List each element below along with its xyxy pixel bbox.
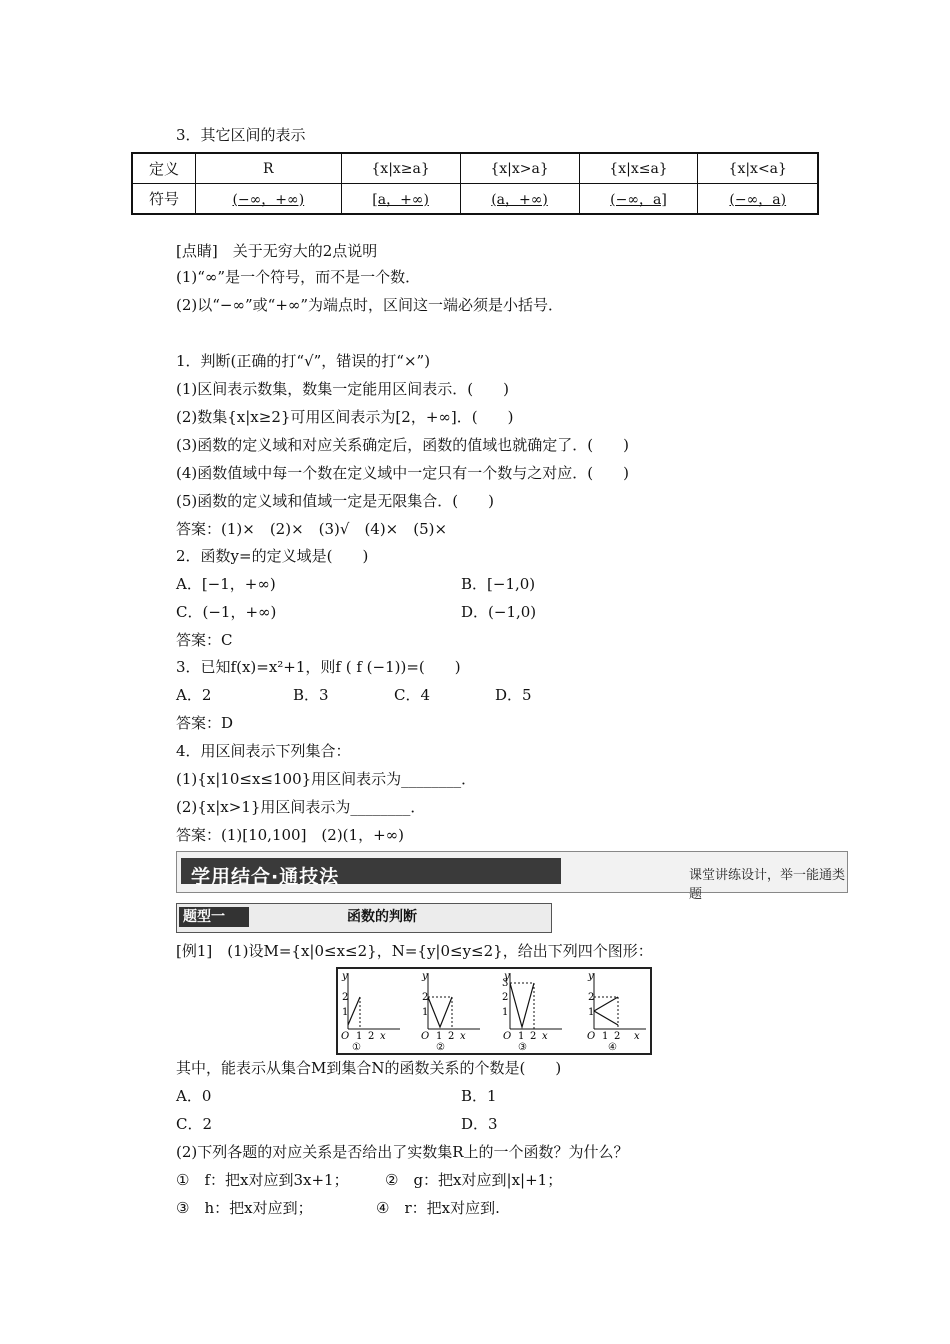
table-cell xyxy=(579,184,698,215)
q3-option: C．4 xyxy=(394,686,431,704)
q2-option: A．[−1，+∞) xyxy=(176,575,276,593)
q3-option: D．5 xyxy=(495,686,532,704)
svg-text:O: O xyxy=(587,1031,596,1042)
table-cell: 符号 xyxy=(132,184,196,215)
graph-label: ② xyxy=(436,1042,445,1053)
q2-title: 2．函数y=的定义域是( ) xyxy=(176,547,369,565)
example-part2-item: ③ h：把x对应到； xyxy=(176,1199,313,1217)
q3-title: 3．已知f(x)=x²+1，则f ( f (−1))=( ) xyxy=(176,658,461,676)
interval-symbol: (−∞，a) xyxy=(729,191,787,208)
svg-text:2: 2 xyxy=(502,992,509,1003)
svg-text:2: 2 xyxy=(448,1031,455,1042)
example-option: A．0 xyxy=(176,1087,212,1105)
table-cell: R xyxy=(196,153,342,184)
table-cell: {x|x≥a} xyxy=(341,153,460,184)
q3-option: A．2 xyxy=(176,686,212,704)
table-row xyxy=(132,153,818,184)
q1-item: (4)函数值域中每一个数在定义域中一定只有一个数与之对应．( ) xyxy=(176,464,629,482)
svg-text:3: 3 xyxy=(502,978,509,989)
svg-text:1: 1 xyxy=(518,1031,525,1042)
q3-answer: 答案：D xyxy=(176,714,234,732)
svg-text:x: x xyxy=(380,1031,386,1042)
interval-table xyxy=(131,152,819,215)
example-option: B．1 xyxy=(461,1087,497,1105)
graph-label: ④ xyxy=(608,1042,617,1053)
graph-4 xyxy=(587,971,646,1053)
q4-item: (1){x|10≤x≤100}用区间表示为________． xyxy=(176,770,477,788)
graph-label: ③ xyxy=(518,1042,527,1053)
svg-text:2: 2 xyxy=(422,992,429,1003)
topic-type-box xyxy=(176,903,552,933)
banner-subtitle: 课堂讲练设计，举一能通类题 xyxy=(689,868,846,902)
graph-2 xyxy=(421,971,480,1053)
table-cell xyxy=(460,184,579,215)
example-option: C．2 xyxy=(176,1115,213,1133)
example-line1: [例1] (1)设M={x|0≤x≤2}，N={y|0≤y≤2}，给出下列四个图形： xyxy=(176,942,653,960)
q3-option: B．3 xyxy=(293,686,329,704)
svg-text:2: 2 xyxy=(342,992,349,1003)
topic-type-tag: 题型一 xyxy=(179,907,249,927)
svg-text:1: 1 xyxy=(588,1007,595,1018)
q1-item: (1)区间表示数集，数集一定能用区间表示．( ) xyxy=(176,380,509,398)
table-cell: {x|x>a} xyxy=(460,153,579,184)
svg-text:O: O xyxy=(421,1031,430,1042)
table-cell xyxy=(698,184,818,215)
q1-item: (3)函数的定义域和对应关系确定后，函数的值域也就确定了．( ) xyxy=(176,436,629,454)
svg-text:1: 1 xyxy=(356,1031,363,1042)
example-part2-item: ④ r：把x对应到. xyxy=(376,1199,500,1217)
q2-answer: 答案：C xyxy=(176,631,233,649)
table-row xyxy=(132,184,818,215)
graphs-svg xyxy=(338,969,650,1053)
section-banner xyxy=(176,851,848,902)
interval-symbol: (−∞，+∞) xyxy=(232,191,305,208)
q1-answer: 答案：(1)× (2)× (3)√ (4)× (5)× xyxy=(176,520,448,538)
example-graphs-figure xyxy=(336,967,652,1055)
q2-option: D．(−1,0) xyxy=(461,603,537,621)
example-question: 其中，能表示从集合M到集合N的函数关系的个数是( ) xyxy=(176,1059,562,1077)
topic-type-name: 函数的判断 xyxy=(347,909,417,925)
svg-text:2: 2 xyxy=(588,992,595,1003)
banner-dark-band xyxy=(181,858,561,888)
example-part2-item: ② g：把x对应到|x|+1； xyxy=(385,1171,563,1189)
section3-title: 3．其它区间的表示 xyxy=(176,126,306,144)
svg-text:y: y xyxy=(422,971,428,982)
svg-text:1: 1 xyxy=(342,1007,349,1018)
svg-text:y: y xyxy=(342,971,348,982)
q2-option: C．(−1，+∞) xyxy=(176,603,277,621)
q1-title: 1．判断(正确的打“√”，错误的打“×”) xyxy=(176,352,431,370)
svg-text:1: 1 xyxy=(602,1031,609,1042)
graph-1 xyxy=(341,971,400,1053)
table-cell: 定义 xyxy=(132,153,196,184)
svg-text:O: O xyxy=(503,1031,512,1042)
q1-item: (2)数集{x|x≥2}可用区间表示为[2，+∞]．( ) xyxy=(176,408,514,426)
svg-text:y: y xyxy=(588,971,594,982)
svg-text:1: 1 xyxy=(436,1031,443,1042)
q2-option: B．[−1,0) xyxy=(461,575,536,593)
svg-text:x: x xyxy=(460,1031,466,1042)
graph-3 xyxy=(502,971,562,1053)
interval-symbol: (a，+∞) xyxy=(491,191,548,208)
table-cell xyxy=(341,184,460,215)
example-option: D．3 xyxy=(461,1115,498,1133)
svg-text:y: y xyxy=(504,971,510,982)
table-cell xyxy=(196,184,342,215)
svg-text:x: x xyxy=(542,1031,548,1042)
note-item: (2)以“−∞”或“+∞”为端点时，区间这一端必须是小括号． xyxy=(176,296,564,314)
svg-text:O: O xyxy=(341,1031,350,1042)
banner-title: 学用结合·通技法 xyxy=(191,866,340,888)
svg-text:1: 1 xyxy=(502,1007,509,1018)
svg-text:1: 1 xyxy=(422,1007,429,1018)
svg-text:2: 2 xyxy=(614,1031,621,1042)
graph-label: ① xyxy=(352,1042,361,1053)
q4-item: (2){x|x>1}用区间表示为________． xyxy=(176,798,426,816)
table-cell: {x|x<a} xyxy=(698,153,818,184)
example-part2: (2)下列各题的对应关系是否给出了实数集R上的一个函数？为什么？ xyxy=(176,1143,629,1161)
interval-symbol: [a，+∞) xyxy=(372,191,429,208)
q1-item: (5)函数的定义域和值域一定是无限集合．( ) xyxy=(176,492,494,510)
svg-text:x: x xyxy=(634,1031,640,1042)
note-title: [点睛] 关于无穷大的2点说明 xyxy=(176,242,378,260)
note-item: (1)“∞”是一个符号，而不是一个数． xyxy=(176,268,421,286)
table-cell: {x|x≤a} xyxy=(579,153,698,184)
q4-title: 4．用区间表示下列集合： xyxy=(176,742,351,760)
example-part2-item: ① f：把x对应到3x+1； xyxy=(176,1171,349,1189)
svg-text:2: 2 xyxy=(368,1031,375,1042)
svg-text:2: 2 xyxy=(530,1031,537,1042)
q4-answer: 答案：(1)[10,100] (2)(1，+∞) xyxy=(176,826,404,844)
interval-symbol: (−∞，a] xyxy=(610,191,667,208)
